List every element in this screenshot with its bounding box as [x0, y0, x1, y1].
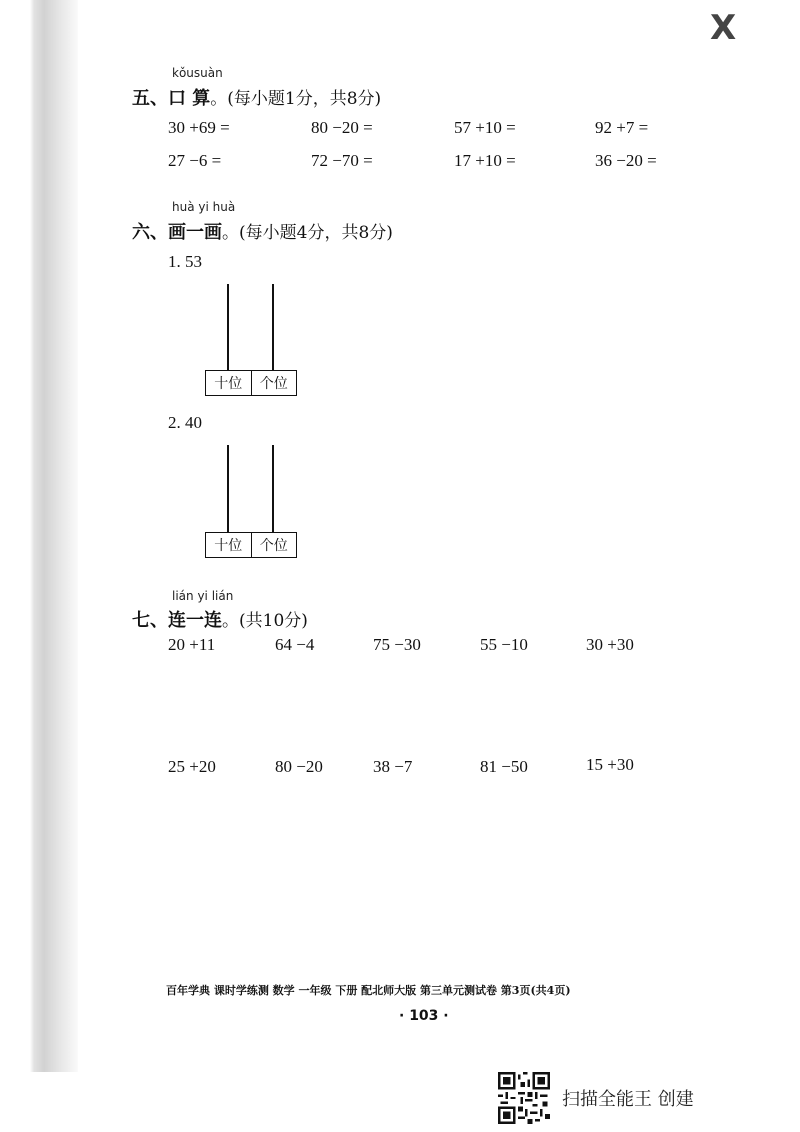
section5-heading: [132, 84, 381, 110]
book-spine-shadow: [0, 0, 78, 1072]
section6-heading: [132, 218, 393, 244]
section5-pinyin: kǒusuàn: [172, 66, 223, 80]
section7-pinyin: lián yi lián: [172, 589, 234, 603]
match-top-item[interactable]: 20 +11: [168, 635, 216, 654]
section6-note: 。(每小题4分，共8分): [222, 223, 393, 243]
abacus-1[interactable]: [205, 284, 297, 396]
section7-heading: [132, 606, 308, 632]
page-footer-line: 百年学典 课时学练测 数学 一年级 下册 配北师大版 第三单元测试卷 第3页(共4页): [166, 984, 571, 997]
tens-label: 十位: [206, 371, 252, 395]
match-bottom-item[interactable]: 81 −50: [480, 757, 528, 776]
tens-label: 十位: [206, 533, 252, 557]
abacus-2[interactable]: [205, 445, 297, 558]
close-icon[interactable]: X: [710, 8, 737, 48]
section6-number: 六、: [132, 222, 168, 243]
page-number: · 103 ·: [399, 1008, 449, 1024]
section5-number: 五、: [132, 88, 168, 109]
ones-rod: [272, 445, 274, 533]
section5-expr: 57 +10 =: [454, 118, 516, 137]
match-top-item[interactable]: 55 −10: [480, 635, 528, 654]
section5-expr: 80 −20 =: [311, 118, 373, 137]
ones-label: 个位: [259, 376, 288, 392]
question-1-label: 1. 53: [168, 252, 202, 271]
section7-note: 。(共10分): [222, 611, 308, 631]
match-top-item[interactable]: 75 −30: [373, 635, 421, 654]
section5-expr: 72 −70 =: [311, 151, 373, 170]
section5-expr: 17 +10 =: [454, 151, 516, 170]
place-value-box: [205, 370, 297, 396]
ones-label: 个位: [259, 538, 288, 554]
section7-number: 七、: [132, 610, 168, 631]
ones-rod: [272, 284, 274, 371]
section5-title: 口 算: [168, 88, 211, 109]
match-bottom-item[interactable]: 25 +20: [168, 757, 216, 776]
section5-expr: 30 +69 =: [168, 118, 230, 137]
section5-expr: 27 −6 =: [168, 151, 222, 170]
question-2-label: 2. 40: [168, 413, 202, 432]
match-bottom-item[interactable]: 38 −7: [373, 757, 413, 776]
section7-title: 连一连: [168, 610, 222, 631]
match-top-item[interactable]: 64 −4: [275, 635, 315, 654]
section5-expr: 92 +7 =: [595, 118, 649, 137]
match-bottom-item[interactable]: 15 +30: [586, 755, 634, 774]
qr-code-icon: [498, 1072, 550, 1124]
match-top-item[interactable]: 30 +30: [586, 635, 634, 654]
section6-pinyin: huà yi huà: [172, 200, 236, 214]
section5-expr: 36 −20 =: [595, 151, 657, 170]
match-bottom-item[interactable]: 80 −20: [275, 757, 323, 776]
place-value-box: [205, 532, 297, 558]
tens-rod: [227, 445, 229, 533]
section5-note: 。(每小题1分，共8分): [210, 89, 382, 109]
scanner-watermark-text: 扫描全能王 创建: [562, 1089, 694, 1110]
tens-rod: [227, 284, 229, 371]
section6-title: 画一画: [168, 222, 222, 243]
